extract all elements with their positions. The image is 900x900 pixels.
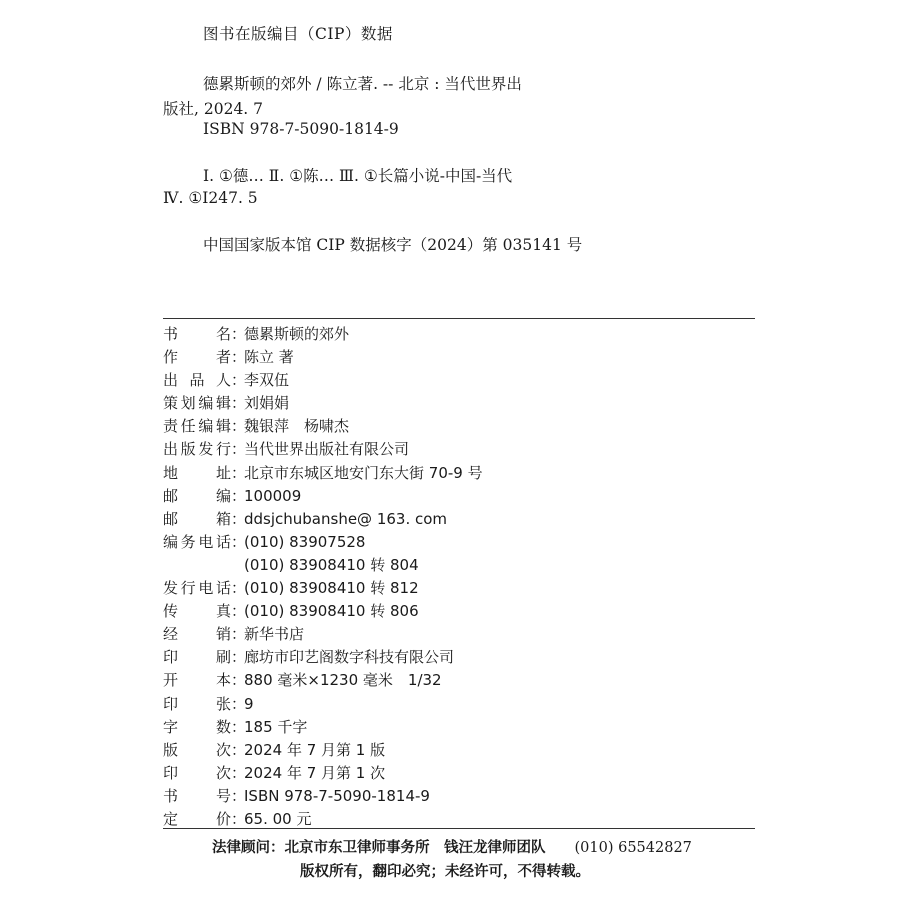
info-row-label: [163, 508, 231, 531]
info-row-label-char: 版: [180, 440, 196, 459]
rights-notice: 版权所有，翻印必究；未经许可，不得转载。: [300, 863, 590, 880]
cip-entry-line-2: 版社, 2024. 7: [163, 100, 264, 118]
info-row-label: [163, 669, 231, 692]
info-row: [163, 392, 755, 415]
info-row-label: [163, 462, 231, 485]
info-row-value: (010) 83908410 转 806: [244, 602, 419, 621]
cip-classification-line: Ⅰ. ①德… Ⅱ. ①陈… Ⅲ. ①长篇小说-中国-当代: [203, 167, 513, 185]
info-row-value: 9: [244, 694, 254, 713]
info-row-label: [163, 646, 231, 669]
info-row-value: 北京市东城区地安门东大街 70-9 号: [244, 463, 483, 482]
info-row: [163, 485, 755, 508]
info-row-colon: ：: [231, 371, 247, 390]
info-row-colon: ：: [231, 509, 247, 528]
info-row-label-char: 印: [163, 694, 179, 713]
info-row-label-char: 刷: [215, 648, 231, 667]
info-row: [163, 462, 755, 485]
info-row-colon: ：: [231, 440, 247, 459]
info-row: [163, 369, 755, 392]
top-divider: [163, 318, 755, 319]
info-row-colon: ：: [231, 648, 247, 667]
info-row-value: 880 毫米×1230 毫米 1/32: [244, 671, 442, 690]
info-row-value: 185 千字: [244, 717, 308, 736]
info-row-value: 陈立 著: [244, 348, 294, 367]
info-row-colon: ：: [231, 486, 247, 505]
info-row-label: [163, 323, 231, 346]
info-row: [163, 554, 755, 577]
info-row-label: [163, 485, 231, 508]
legal-counsel-text: 法律顾问：北京市东卫律师事务所 钱汪龙律师团队: [212, 839, 546, 856]
info-row: [163, 623, 755, 646]
cip-isbn-line: ISBN 978-7-5090-1814-9: [203, 120, 399, 138]
info-row-label-char: 行: [215, 440, 231, 459]
legal-counsel-phone: (010) 65542827: [574, 840, 692, 856]
info-row-label-char: 书: [163, 786, 179, 805]
info-row-label: [163, 785, 231, 808]
info-row-value: 廊坊市印艺阁数字科技有限公司: [244, 648, 455, 667]
info-row: [163, 785, 755, 808]
info-row-label-char: 策: [163, 394, 179, 413]
info-row-colon: ：: [231, 602, 247, 621]
cip-title: 图书在版编目（CIP）数据: [203, 25, 393, 43]
info-row: [163, 739, 755, 762]
info-row-label-char: 真: [215, 602, 231, 621]
info-row-colon: ：: [231, 763, 247, 782]
info-row-label-char: 传: [163, 602, 179, 621]
info-row-label-char: 辑: [215, 394, 231, 413]
info-row-label-char: 品: [189, 371, 205, 390]
info-row-label-char: 张: [215, 694, 231, 713]
info-row-label-char: 邮: [163, 509, 179, 528]
info-row-label-char: 划: [180, 394, 196, 413]
info-row-value: 李双伍: [244, 371, 290, 390]
info-row: [163, 415, 755, 438]
info-row-colon: ：: [231, 325, 247, 343]
info-row-label-char: 开: [163, 671, 179, 690]
info-row-label-char: 电: [198, 579, 214, 598]
info-row-label-char: 销: [215, 625, 231, 644]
info-row-label-char: 编: [163, 532, 179, 551]
info-row: [163, 508, 755, 531]
info-row: [163, 346, 755, 369]
info-row-label-char: 作: [163, 348, 179, 367]
info-row-value: 当代世界出版社有限公司: [244, 440, 410, 459]
cip-record-number-line: 中国国家版本馆 CIP 数据核字（2024）第 035141 号: [203, 236, 583, 254]
info-row-label: [163, 346, 231, 369]
info-row-label-char: 编: [215, 486, 231, 505]
info-row-colon: ：: [231, 463, 247, 482]
info-row-colon: ：: [231, 348, 247, 367]
cip-class-number-line: Ⅳ. ①I247. 5: [163, 189, 258, 207]
info-row-label: [163, 531, 231, 554]
info-row-label-char: 地: [163, 463, 179, 482]
info-row-value: ddsjchubanshe@ 163. com: [244, 509, 448, 528]
info-row-label: [163, 762, 231, 785]
info-row-label-char: 责: [163, 417, 179, 436]
info-row-value: 2024 年 7 月第 1 次: [244, 763, 386, 782]
info-row-label-char: 编: [198, 417, 214, 436]
info-row-label-char: 人: [215, 371, 231, 390]
info-row-label-char: 数: [215, 717, 231, 736]
info-row: [163, 693, 755, 716]
info-row: [163, 716, 755, 739]
info-row-label-char: 发: [198, 440, 214, 459]
info-row: [163, 531, 755, 554]
info-row-value: (010) 83908410 转 804: [244, 555, 419, 574]
info-row-label-char: 行: [180, 579, 196, 598]
info-row-label-char: 印: [163, 763, 179, 782]
info-row: [163, 646, 755, 669]
info-row-colon: [231, 554, 244, 577]
info-row-label-char: 发: [163, 579, 179, 598]
info-row-colon: ：: [231, 579, 247, 598]
info-row-label-char: 话: [215, 579, 231, 598]
info-row-colon: ：: [231, 625, 247, 644]
info-row-label-char: 址: [215, 463, 231, 482]
info-row: [163, 577, 755, 600]
info-row-value: ISBN 978-7-5090-1814-9: [244, 786, 430, 805]
info-row-label-char: 次: [215, 763, 231, 782]
info-row: [163, 762, 755, 785]
info-row-label-char: 编: [198, 394, 214, 413]
info-row-label-char: 次: [215, 740, 231, 759]
info-row-colon: ：: [231, 740, 247, 759]
info-row-colon: ：: [231, 786, 247, 805]
info-row: [163, 669, 755, 692]
info-row-label-char: 任: [180, 417, 196, 436]
info-row-label-char: 名: [215, 325, 231, 343]
info-row-label-char: 版: [163, 740, 179, 759]
info-row-label-char: 价: [215, 809, 231, 828]
info-row-label-char: 者: [215, 348, 231, 367]
info-row-label: [163, 554, 231, 577]
legal-counsel-line: [212, 836, 692, 857]
info-row-label: [163, 438, 231, 461]
info-row-label: [163, 369, 231, 392]
bottom-divider: [163, 828, 755, 829]
info-row-label-char: 出: [163, 371, 179, 390]
info-row-label-char: 经: [163, 625, 179, 644]
info-row-label-char: 辑: [215, 417, 231, 436]
info-row-value: 德累斯顿的郊外: [244, 325, 350, 343]
info-row: [163, 438, 755, 461]
info-row-label: [163, 716, 231, 739]
info-row-label-char: 本: [215, 671, 231, 690]
info-row-colon: ：: [231, 809, 247, 828]
info-row-label: [163, 577, 231, 600]
info-row-label: [163, 392, 231, 415]
info-row-label-char: 书: [163, 325, 179, 343]
info-row: [163, 600, 755, 623]
info-row-colon: ：: [231, 394, 247, 413]
info-row-label-char: 字: [163, 717, 179, 736]
info-row-label-char: 电: [198, 532, 214, 551]
info-row-label-char: 箱: [215, 509, 231, 528]
info-row-colon: ：: [231, 717, 247, 736]
info-row-colon: ：: [231, 532, 247, 551]
info-row-label: [163, 739, 231, 762]
info-row-label: [163, 693, 231, 716]
info-row-colon: ：: [231, 417, 247, 436]
publication-info-table: [163, 323, 755, 831]
info-row-label-char: 邮: [163, 486, 179, 505]
info-row-value: 2024 年 7 月第 1 版: [244, 740, 386, 759]
info-row-label: [163, 623, 231, 646]
info-row-label-char: 定: [163, 809, 179, 828]
info-row-label-char: 印: [163, 648, 179, 667]
info-row-label: [163, 600, 231, 623]
info-row-value: 魏银萍 杨啸杰: [244, 417, 350, 436]
info-row-colon: ：: [231, 671, 247, 690]
info-row-label: [163, 415, 231, 438]
info-row-value: 65. 00 元: [244, 809, 312, 828]
info-row-value: 100009: [244, 486, 302, 505]
cip-entry-line-1: 德累斯顿的郊外 / 陈立著. -- 北京 : 当代世界出: [203, 75, 522, 93]
info-row-label-char: 务: [180, 532, 196, 551]
info-row: [163, 323, 755, 346]
info-row-value: (010) 83908410 转 812: [244, 579, 419, 598]
info-row-label-char: 出: [163, 440, 179, 459]
info-row-value: (010) 83907528: [244, 532, 366, 551]
info-row-value: 刘娟娟: [244, 394, 290, 413]
info-row-value: 新华书店: [244, 625, 305, 644]
info-row-label-char: 号: [215, 786, 231, 805]
info-row-colon: ：: [231, 694, 247, 713]
info-row-label-char: 话: [215, 532, 231, 551]
